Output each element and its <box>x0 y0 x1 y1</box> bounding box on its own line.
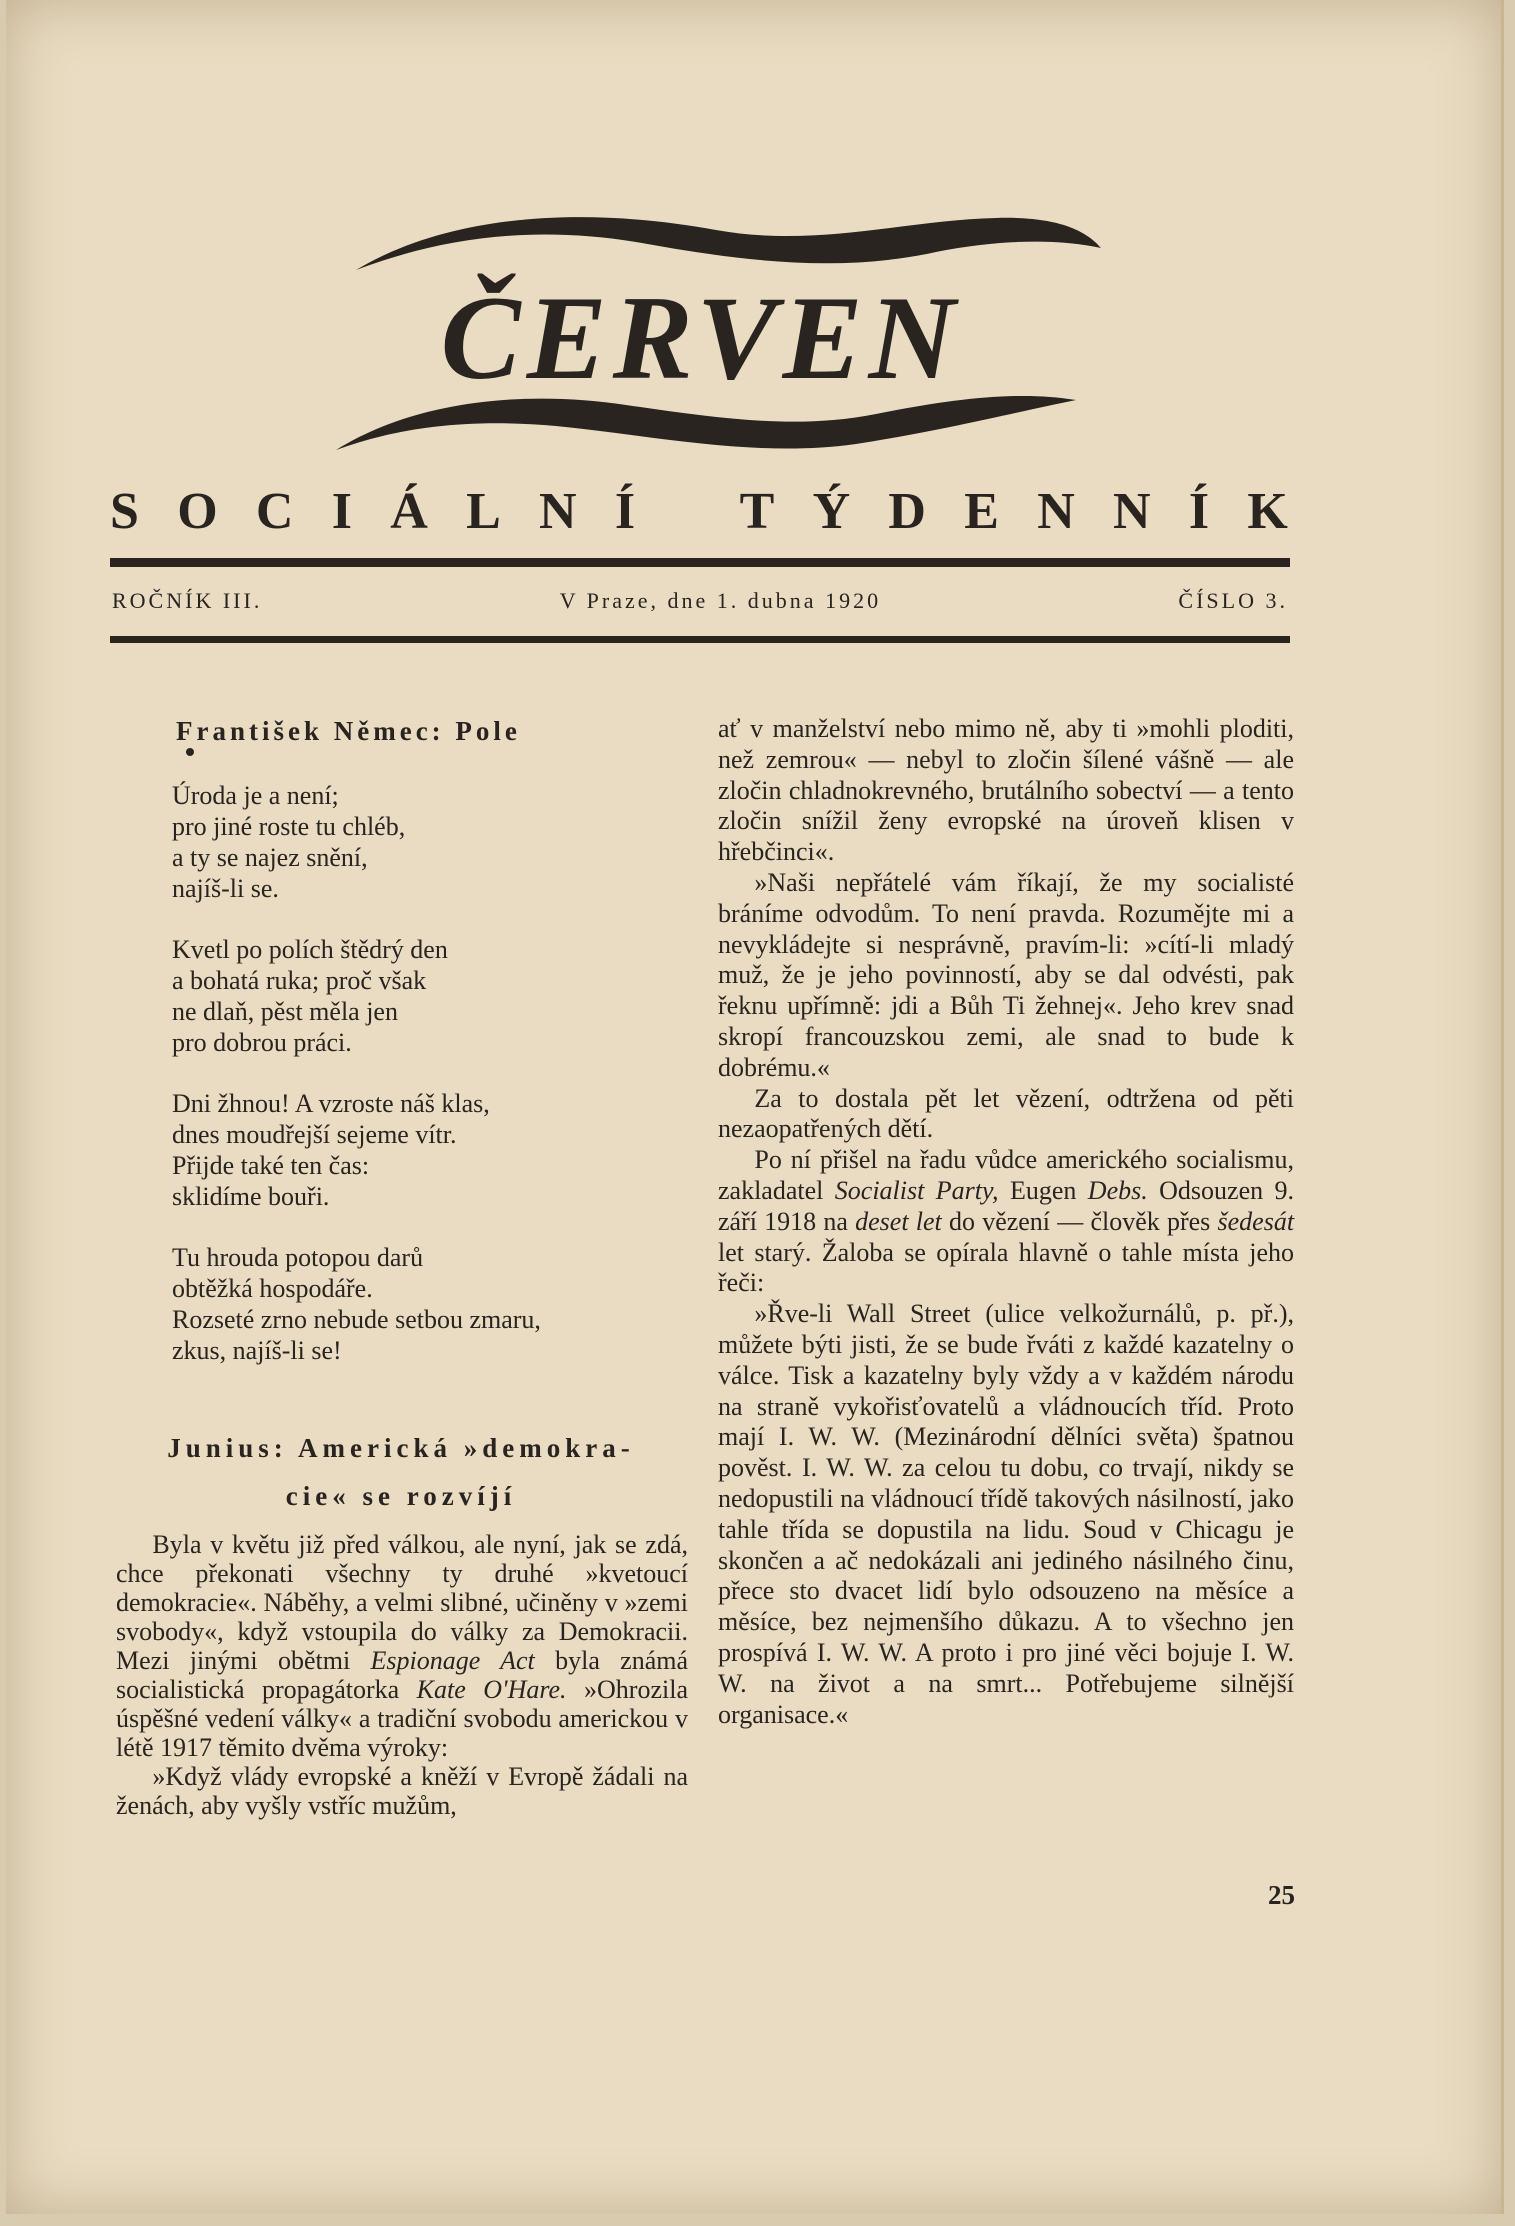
article-title-line-2: cie« se rozvíjí <box>285 1481 517 1511</box>
subtitle-letter: S <box>110 483 141 540</box>
article-paragraph: »Řve-li Wall Street (ulice velkožurnálů, p. př.), můžete býti jisti, že se bude řváti z každé kazatelny o válce. Tisk a kazatelny byly vždy a v každém národu na straně vykořisťovatelů a vládnoucích tříd. Proto mají I. W. W. (Mezinárodní dělníci světa) špatnou pověst. I. W. W. za celou tu dobu, co trvají, nikdy se nedopustili na vládnoucí třídě takových násilností, jako tahle třída se dopustila na lidu. Soud v Chicagu je skončen a ač nedokázali ani jediného násilného činu, přece sto dvacet lidí bylo odsouzeno na měsíce a měsíce, bez nejmenšího důkazu. A to všechno jen prospívá I. W. W. A proto i pro jiné věci bojuje I. W. W. na život a na smrt... Potřebujeme silnější organisace.« <box>718 1299 1294 1729</box>
subtitle-letter: I <box>331 483 354 540</box>
emphasis: šedesát <box>1217 1206 1295 1236</box>
poem-line: dnes moudřejší sejeme vítr. <box>172 1120 457 1149</box>
text-run: byla známá socialistická propagátorka <box>116 1646 689 1704</box>
subtitle-letter <box>673 482 703 541</box>
issue-label: ČÍSLO 3. <box>1178 588 1288 613</box>
poem-line: a ty se najez snění, <box>172 843 368 872</box>
volume-label: ROČNÍK III. <box>112 588 263 613</box>
article-left-column <box>116 1530 688 1820</box>
emphasis: Debs. <box>1087 1175 1148 1205</box>
subtitle-letter: Í <box>614 483 638 540</box>
rule-bottom <box>110 636 1290 643</box>
subtitle-letter: E <box>964 483 1001 540</box>
poem-stanza <box>172 1242 692 1366</box>
subtitle-letter: N <box>539 483 579 540</box>
emphasis: Socialist Party, <box>834 1175 999 1205</box>
subtitle-letter: D <box>888 483 928 540</box>
text-run: Po ní přišel na řadu vůdce amerického socialismu, zakladatel <box>718 1145 1294 1205</box>
text-run: let starý. Žaloba se opírala hlavně o tahle místa jeho řeči: <box>718 1237 1294 1298</box>
page-number: 25 <box>1268 1880 1295 1910</box>
subtitle-letter: O <box>177 483 220 540</box>
article-paragraph <box>718 1145 1294 1299</box>
text-run: Odsouzen 9. září 1918 na <box>718 1175 1295 1236</box>
poem-line: pro jiné roste tu chléb, <box>172 812 406 841</box>
subtitle-letter: N <box>1037 483 1077 540</box>
article-paragraph: ať v manželství nebo mimo ně, aby ti »mohli ploditi, než zemrou« — nebyl to zločin šílené vášně — ale zločin chladnokrevného, brutálního sobectví — a tento zločin snížil ženy evropské na úroveň klisen v hřebčinci«. <box>718 714 1294 867</box>
poem-line: sklidíme bouři. <box>172 1182 330 1211</box>
newspaper-page <box>6 0 1504 2214</box>
article-paragraph <box>116 1530 688 1762</box>
poem-line: ne dlaň, pěst měla jen <box>172 997 398 1026</box>
poem-line: Úroda je a není; <box>172 781 339 810</box>
poem-line: najíš-li se. <box>172 874 279 903</box>
article-title-line-1: Junius: Americká »demokra- <box>167 1433 635 1463</box>
subtitle-letter: Á <box>390 483 430 540</box>
info-line <box>112 588 1288 614</box>
text-run: Eugen <box>1009 1175 1077 1205</box>
subtitle-letter: L <box>466 483 503 540</box>
emphasis: Espionage Act <box>370 1646 535 1675</box>
poem-stanza <box>172 1088 692 1212</box>
subtitle-letter: N <box>1113 483 1153 540</box>
text-run: do vězení — člověk přes <box>948 1206 1211 1236</box>
text-run: »Ohrozila úspěšné vedení války« a tradiční svobodu americkou v létě 1917 těmito dvěma výroky: <box>116 1675 688 1762</box>
poem-stanza <box>172 934 692 1058</box>
bullet-dot <box>186 748 194 756</box>
subtitle-letter: Ý <box>812 483 853 540</box>
poem-line: Přijde také ten čas: <box>172 1151 370 1180</box>
dateline: V Praze, dne 1. dubna 1920 <box>559 588 882 613</box>
subtitle-letter: K <box>1247 483 1290 540</box>
poem-line: Rozseté zrno nebude setbou zmaru, <box>172 1305 541 1334</box>
rule-top <box>110 558 1290 567</box>
text-run: Byla v květu již před válkou, ale nyní, jak se zdá, chce překonati všechny ty druhé »kvetoucí demokracie«. Náběhy, a velmi slibné, učiněny v »zemi svobody«, když vstoupila do války za Demokracii. Mezi jinými obětmi <box>116 1530 688 1675</box>
poem-body <box>172 780 692 1396</box>
poem-stanza <box>172 780 692 904</box>
poem-line: Kvetl po polích štědrý den <box>172 935 448 964</box>
article-right-column <box>718 714 1294 1730</box>
masthead-upper-swoosh <box>356 217 1101 270</box>
subtitle-letter: Í <box>1188 483 1212 540</box>
subtitle-letter: C <box>255 483 296 540</box>
masthead-title: ČERVEN <box>440 271 962 404</box>
subtitle-letter: T <box>739 483 777 540</box>
article-paragraph: Za to dostala pět let vězení, odtržena od pěti nezaopatřených dětí. <box>718 1083 1294 1144</box>
poem-line: a bohatá ruka; proč však <box>172 966 427 995</box>
masthead-lower-swoosh <box>336 396 1076 450</box>
article-paragraph: »Když vlády evropské a kněží v Evropě žádali na ženách, aby vyšly vstříc mužům, <box>116 1762 688 1820</box>
poem-line: Dni žhnou! A vzroste náš klas, <box>172 1089 490 1118</box>
poem-line: obtěžká hospodáře. <box>172 1274 373 1303</box>
poem-line: Tu hrouda potopou darů <box>172 1243 424 1272</box>
poem-line: zkus, najíš-li se! <box>172 1336 342 1365</box>
poem-line: pro dobrou práci. <box>172 1028 352 1057</box>
emphasis: Kate O'Hare. <box>416 1675 567 1704</box>
article-paragraph: »Naši nepřátelé vám říkají, že my socialisté bráníme odvodům. To není pravda. Rozumějte mi a nevykládejte si nesprávně, pravím-li: »cítí-li mladý muž, že je jeho povinností, aby se dal odvésti, pak řeknu upřímně: jdi a Bůh Ti žehnej«. Jeho krev snad skropí francouzskou zemi, ale snad to bude k dobrému.« <box>718 867 1294 1082</box>
masthead-logo <box>296 200 1106 460</box>
emphasis: deset let <box>855 1206 942 1236</box>
masthead-subtitle <box>110 482 1290 541</box>
article-title <box>116 1424 686 1520</box>
poem-title: František Němec: Pole <box>176 716 521 746</box>
